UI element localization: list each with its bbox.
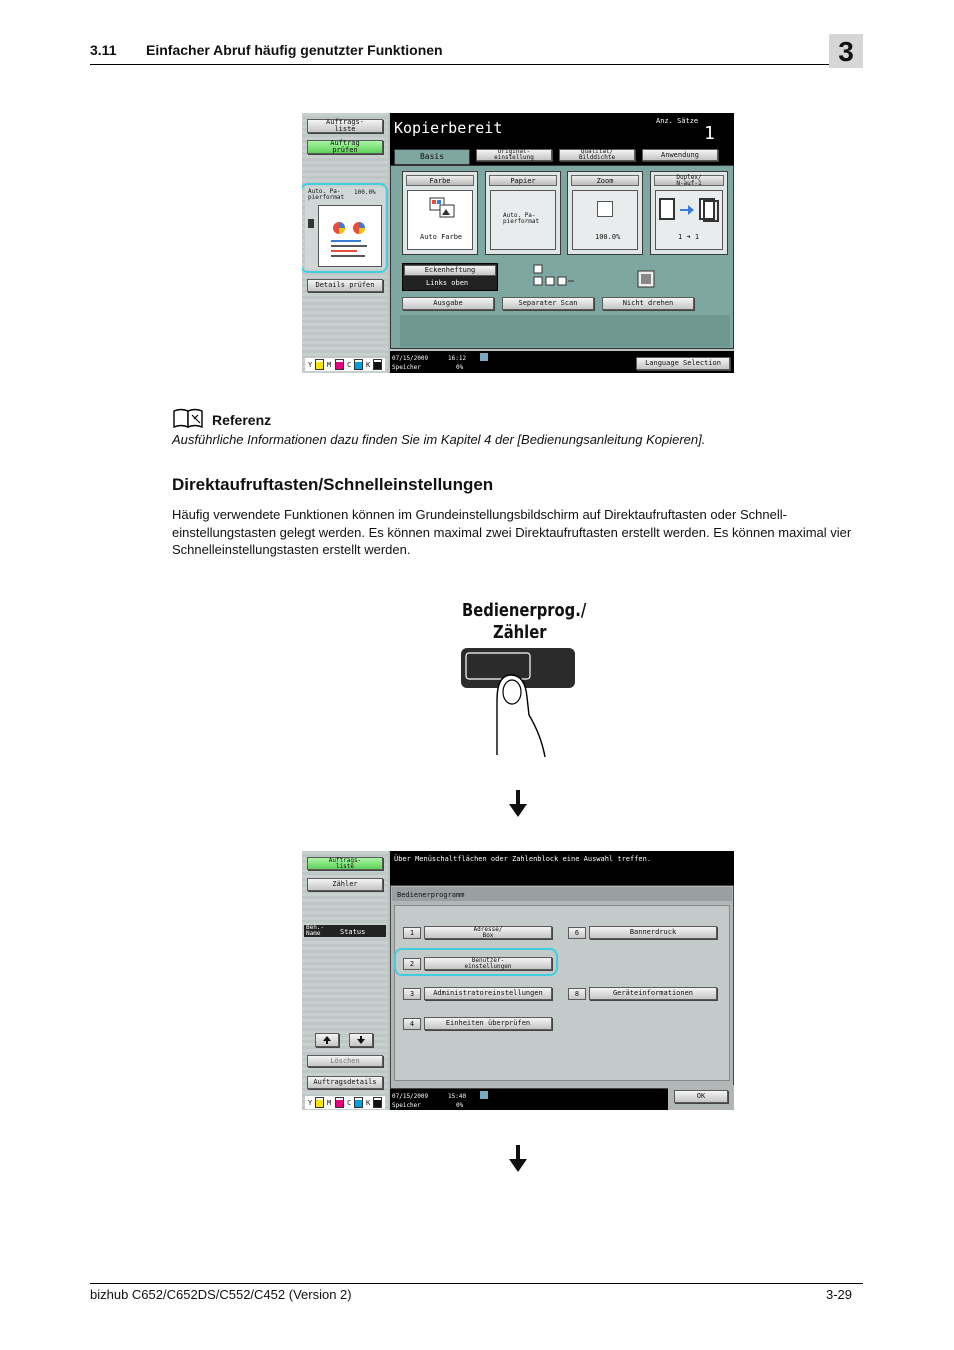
- arrow-down-icon: [508, 1145, 528, 1173]
- job-details-button[interactable]: Auftragsdetails: [307, 1076, 383, 1089]
- tile-zoom-value: 100.0%: [595, 233, 621, 241]
- zoom-icon: [597, 201, 613, 217]
- footer-model: bizhub C652/C652DS/C552/C452 (Version 2): [90, 1287, 352, 1302]
- footer-page-number: 3-29: [826, 1287, 853, 1302]
- status-memory-label: Speicher: [392, 1102, 421, 1109]
- copy-ready-screen: [302, 113, 734, 373]
- menu-num-2: 2: [403, 958, 421, 970]
- menu-check-consumables[interactable]: Einheiten überprüfen: [424, 1017, 552, 1030]
- user-settings-highlight: [394, 948, 558, 976]
- no-rotate-button[interactable]: Nicht drehen: [602, 297, 694, 310]
- toner-m-label: M: [327, 1099, 332, 1107]
- toner-m-label: M: [327, 361, 332, 369]
- menu-num-3: 3: [403, 988, 421, 1000]
- menu-num-6: 6: [568, 927, 586, 939]
- separate-scan-button[interactable]: Separater Scan: [502, 297, 594, 310]
- status-time: 16:12: [448, 355, 467, 362]
- details-check-button[interactable]: Details prüfen: [307, 279, 383, 292]
- sets-label: Anz. Sätze: [656, 117, 699, 125]
- section-body: Häufig verwendete Funktionen können im Grundeinstellungsbildschirm auf Direktaufruftasten oder Schnell-einstellungstasten gelegt werden. Es können maximal zwei Direktaufruftasten erstellt werden. Es können maximal vier Schnelleinstellungstasten erstellt werden.: [172, 507, 852, 557]
- output-button[interactable]: Ausgabe: [402, 297, 494, 310]
- staple-value: Links oben: [426, 279, 469, 287]
- tile-color-title: Farbe: [406, 175, 474, 186]
- toner-c-label: C: [347, 1099, 352, 1107]
- reference-title: Referenz: [212, 412, 272, 428]
- menu-administrator-settings[interactable]: Administratoreinstellungen: [424, 987, 552, 1000]
- preview-zoom: 100.0%: [354, 189, 376, 196]
- tile-paper-title: Papier: [489, 175, 557, 186]
- toner-k-level: [373, 1097, 382, 1108]
- status-date: 07/15/2009: [392, 355, 429, 362]
- staple-position-icon: [530, 263, 578, 289]
- instruction-text: Über Menüschaltflächen oder Zahlenblock eine Auswahl treffen.: [394, 855, 652, 863]
- col-user-name: Ben.- Name: [306, 924, 325, 937]
- utility-screen: [302, 851, 734, 1110]
- counter-button[interactable]: Zähler: [307, 878, 383, 891]
- tile-zoom-body: [572, 190, 638, 250]
- col-status: Status: [340, 928, 366, 936]
- network-icon: [480, 353, 488, 361]
- duplex-icon: [658, 197, 724, 223]
- menu-num-8: 8: [568, 988, 586, 1000]
- status-memory-label: Speicher: [392, 364, 421, 371]
- menu-num-1: 1: [403, 927, 421, 939]
- hardkey-label-line2: Zähler: [493, 622, 547, 643]
- language-selection-button[interactable]: Language Selection: [636, 357, 730, 370]
- menu-user-settings[interactable]: Benutzer- einstellungen: [424, 957, 552, 970]
- tile-duplex-body: [655, 190, 723, 250]
- book-icon: [172, 408, 206, 428]
- check-job-button[interactable]: Auftrag prüfen: [307, 140, 383, 154]
- panel-title: Bedienerprogramm: [397, 891, 465, 899]
- arrow-up-icon: [323, 1036, 331, 1044]
- section-header-title: Einfacher Abruf häufig genutzter Funktionen: [146, 42, 443, 58]
- footer-rule: [90, 1283, 863, 1284]
- hardkey-label-line1: Bedienerprog./: [462, 600, 587, 621]
- rotate-icon: [636, 269, 658, 291]
- job-list-button[interactable]: Auftrags- liste: [307, 857, 383, 870]
- toner-m-level: [335, 359, 344, 370]
- tab-application[interactable]: Anwendung: [642, 149, 718, 161]
- preview-highlight: [302, 183, 388, 273]
- arrow-down-small-icon: [357, 1036, 365, 1044]
- toner-c-level: [354, 359, 363, 370]
- status-date: 07/15/2009: [392, 1093, 429, 1100]
- toner-k-label: K: [366, 1099, 371, 1107]
- status-memory-value: 0%: [456, 364, 464, 371]
- menu-address-box[interactable]: Adresse/ Box: [424, 926, 552, 939]
- tile-color-body: [407, 190, 473, 250]
- tile-duplex-value: 1 ➜ 1: [678, 233, 700, 241]
- tile-color-value: Auto Farbe: [420, 233, 463, 241]
- menu-num-4: 4: [403, 1018, 421, 1030]
- tab-quality-density[interactable]: Qualität/ Bilddichte: [559, 149, 635, 161]
- delete-button[interactable]: Löschen: [307, 1055, 383, 1067]
- header-rule: [90, 64, 863, 65]
- toner-y-label: Y: [308, 361, 313, 369]
- tile-duplex-title: Duplex/ N-auf-1: [654, 175, 724, 186]
- ok-button[interactable]: OK: [674, 1090, 728, 1103]
- toner-y-label: Y: [308, 1099, 313, 1107]
- sets-value: 1: [704, 123, 715, 144]
- preview-paper-label: Auto. Pa- pierformat: [308, 188, 345, 201]
- tab-original-settings[interactable]: Original- einstellung: [476, 149, 552, 161]
- screen-title: Kopierbereit: [394, 119, 503, 137]
- scroll-down-button[interactable]: [349, 1033, 373, 1047]
- tile-paper-value: Auto. Pa- pierformat: [503, 212, 540, 225]
- tile-paper-body: [490, 190, 556, 250]
- tile-duplex[interactable]: [650, 171, 728, 255]
- tile-color[interactable]: [402, 171, 478, 255]
- chapter-badge: 3: [829, 34, 863, 68]
- section-number: 3.11: [90, 42, 117, 58]
- toner-y-level: [315, 1097, 324, 1108]
- toner-c-level: [354, 1097, 363, 1108]
- toner-c-label: C: [347, 361, 352, 369]
- tile-zoom[interactable]: [567, 171, 643, 255]
- reference-text: Ausführliche Informationen dazu finden Sie im Kapitel 4 der [Bedienungsanleitung Kopieren].: [172, 432, 706, 447]
- tab-basis[interactable]: Basis: [394, 149, 470, 165]
- auto-color-icon: [428, 196, 458, 218]
- toner-y-level: [315, 359, 324, 370]
- section-title: Direktaufruftasten/Schnelleinstellungen: [172, 475, 494, 494]
- scroll-up-button[interactable]: [315, 1033, 339, 1047]
- empty-shortcut-area: [400, 315, 730, 347]
- status-memory-value: 0%: [456, 1102, 464, 1109]
- menu-banner-print[interactable]: Bannerdruck: [589, 926, 717, 939]
- tile-zoom-title: Zoom: [571, 175, 639, 186]
- job-list-button[interactable]: Auftrags- liste: [307, 119, 383, 133]
- staple-title: Eckenheftung: [404, 265, 496, 276]
- toner-m-level: [335, 1097, 344, 1108]
- network-icon: [480, 1091, 488, 1099]
- menu-device-information[interactable]: Geräteinformationen: [589, 987, 717, 1000]
- toner-k-level: [373, 359, 382, 370]
- arrow-down-icon: [508, 790, 528, 818]
- tile-paper[interactable]: [485, 171, 561, 255]
- status-time: 15:40: [448, 1093, 467, 1100]
- toner-k-label: K: [366, 361, 371, 369]
- hardkey-press-illustration[interactable]: [455, 645, 585, 765]
